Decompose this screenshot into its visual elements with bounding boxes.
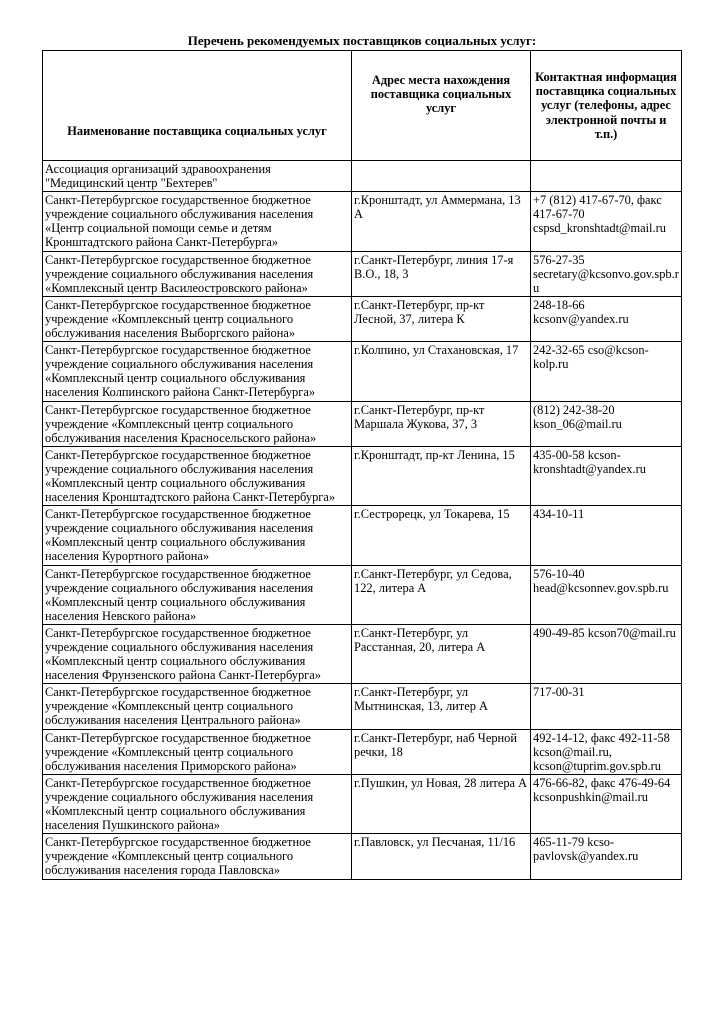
table-row	[43, 296, 682, 341]
provider-address-cell: г.Санкт-Петербург, ул Мытнинская, 13, литер А	[352, 684, 531, 729]
table-row	[43, 624, 682, 683]
provider-name-cell: Санкт-Петербургское государственное бюджетное учреждение социального обслуживания населения «Комплексный центр социального обслуживания населения Кронштадтского района Санкт-Петербурга»	[43, 446, 352, 505]
provider-contacts-cell: 576-10-40 head@kcsonnev.gov.spb.ru	[531, 565, 682, 624]
table-body	[43, 161, 682, 880]
provider-name-cell: Санкт-Петербургское государственное бюджетное учреждение социального обслуживания населения «Комплексный центр социального обслуживания населения Пушкинского района»	[43, 774, 352, 833]
header-contacts: Контактная информация поставщика социальных услуг (телефоны, адрес электронной почты и т.п.)	[531, 51, 682, 161]
provider-contacts-cell: 242-32-65 cso@kcson-kolp.ru	[531, 342, 682, 401]
provider-address-cell: г.Пушкин, ул Новая, 28 литера А	[352, 774, 531, 833]
provider-contacts-cell: 465-11-79 kcso-pavlovsk@yandex.ru	[531, 834, 682, 879]
header-address: Адрес места нахождения поставщика социальных услуг	[352, 51, 531, 161]
header-provider-name: Наименование поставщика социальных услуг	[43, 51, 352, 161]
provider-contacts-cell: 434-10-11	[531, 506, 682, 565]
provider-contacts-cell: 248-18-66 kcsonv@yandex.ru	[531, 296, 682, 341]
provider-address-cell: г.Павловск, ул Песчаная, 11/16	[352, 834, 531, 879]
table-header-row	[43, 51, 682, 161]
table-row	[43, 342, 682, 401]
provider-name-cell: Санкт-Петербургское государственное бюджетное учреждение «Комплексный центр социального обслуживания населения Выборгского района»	[43, 296, 352, 341]
provider-address-cell: г.Сестрорецк, ул Токарева, 15	[352, 506, 531, 565]
table-row	[43, 251, 682, 296]
provider-name-cell: Санкт-Петербургское государственное бюджетное учреждение «Комплексный центр социального обслуживания населения города Павловска»	[43, 834, 352, 879]
table-row	[43, 446, 682, 505]
provider-address-cell	[352, 161, 531, 192]
provider-contacts-cell: (812) 242-38-20 kson_06@mail.ru	[531, 401, 682, 446]
provider-name-cell: Ассоциация организаций здравоохранения "Медицинский центр "Бехтерев"	[43, 161, 352, 192]
table-row	[43, 161, 682, 192]
provider-address-cell: г.Санкт-Петербург, ул Седова, 122, литера А	[352, 565, 531, 624]
table-row	[43, 834, 682, 879]
table-row	[43, 506, 682, 565]
provider-contacts-cell: 476-66-82, факс 476-49-64 kcsonpushkin@mail.ru	[531, 774, 682, 833]
provider-address-cell: г.Кронштадт, пр-кт Ленина, 15	[352, 446, 531, 505]
provider-contacts-cell	[531, 161, 682, 192]
provider-contacts-cell: 490-49-85 kcson70@mail.ru	[531, 624, 682, 683]
provider-address-cell: г.Колпино, ул Стахановская, 17	[352, 342, 531, 401]
provider-address-cell: г.Санкт-Петербург, ул Расстанная, 20, литера А	[352, 624, 531, 683]
provider-name-cell: Санкт-Петербургское государственное бюджетное учреждение социального обслуживания населения «Комплексный центр социального обслуживания населения Фрунзенского района Санкт-Петербурга»	[43, 624, 352, 683]
table-row	[43, 565, 682, 624]
provider-address-cell: г.Санкт-Петербург, линия 17-я В.О., 18, 3	[352, 251, 531, 296]
table-row	[43, 192, 682, 251]
provider-name-cell: Санкт-Петербургское государственное бюджетное учреждение социального обслуживания населения «Центр социальной помощи семье и детям Кронштадтского района Санкт-Петербурга»	[43, 192, 352, 251]
provider-name-cell: Санкт-Петербургское государственное бюджетное учреждение социального обслуживания населения «Комплексный центр социального обслуживания населения Колпинского района Санкт-Петербурга»	[43, 342, 352, 401]
table-row	[43, 774, 682, 833]
provider-name-cell: Санкт-Петербургское государственное бюджетное учреждение «Комплексный центр социального обслуживания населения Приморского района»	[43, 729, 352, 774]
provider-name-cell: Санкт-Петербургское государственное бюджетное учреждение «Комплексный центр социального обслуживания населения Центрального района»	[43, 684, 352, 729]
provider-address-cell: г.Санкт-Петербург, пр-кт Лесной, 37, литера К	[352, 296, 531, 341]
provider-contacts-cell: +7 (812) 417-67-70, факс 417-67-70 cspsd_kronshtadt@mail.ru	[531, 192, 682, 251]
provider-contacts-cell: 435-00-58 kcson-kronshtadt@yandex.ru	[531, 446, 682, 505]
provider-address-cell: г.Санкт-Петербург, пр-кт Маршала Жукова, 37, 3	[352, 401, 531, 446]
table-row	[43, 729, 682, 774]
table-row	[43, 684, 682, 729]
provider-contacts-cell: 576-27-35 secretary@kcsonvo.gov.spb.ru	[531, 251, 682, 296]
provider-address-cell: г.Кронштадт, ул Аммермана, 13 А	[352, 192, 531, 251]
provider-address-cell: г.Санкт-Петербург, наб Черной речки, 18	[352, 729, 531, 774]
provider-name-cell: Санкт-Петербургское государственное бюджетное учреждение «Комплексный центр социального обслуживания населения Красносельского района»	[43, 401, 352, 446]
provider-contacts-cell: 492-14-12, факс 492-11-58 kcson@mail.ru, kcson@tuprim.gov.spb.ru	[531, 729, 682, 774]
provider-contacts-cell: 717-00-31	[531, 684, 682, 729]
providers-table	[42, 50, 682, 880]
provider-name-cell: Санкт-Петербургское государственное бюджетное учреждение социального обслуживания населения «Комплексный центр социального обслуживания населения Курортного района»	[43, 506, 352, 565]
table-row	[43, 401, 682, 446]
page-title: Перечень рекомендуемых поставщиков социальных услуг:	[187, 33, 537, 48]
provider-name-cell: Санкт-Петербургское государственное бюджетное учреждение социального обслуживания населения «Комплексный центр социального обслуживания населения Невского района»	[43, 565, 352, 624]
provider-name-cell: Санкт-Петербургское государственное бюджетное учреждение социального обслуживания населения «Комплексный центр Василеостровского района»	[43, 251, 352, 296]
